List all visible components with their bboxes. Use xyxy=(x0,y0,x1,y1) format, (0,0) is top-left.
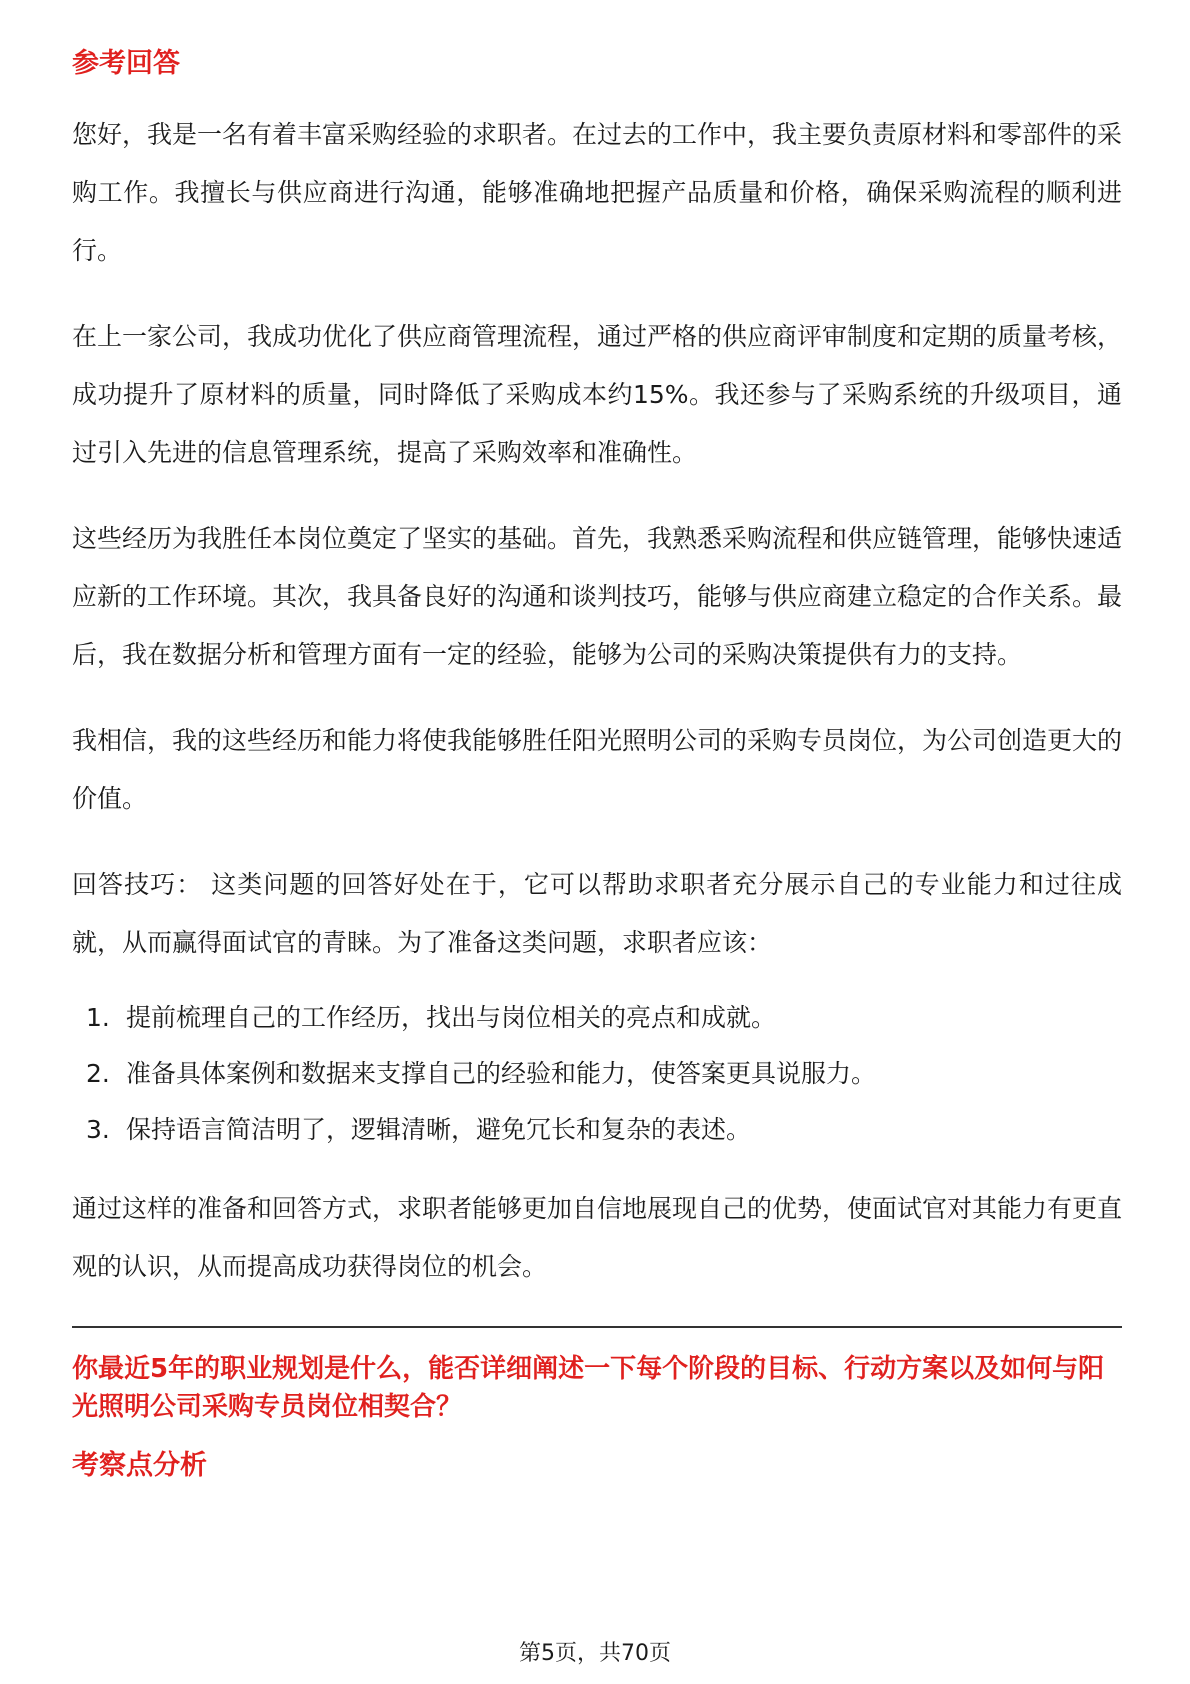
list-item xyxy=(72,1046,1122,1102)
tips-intro: 回答技巧： 这类问题的回答好处在于，它可以帮助求职者充分展示自己的专业能力和过往成就，从而赢得面试官的青睐。为了准备这类问题，求职者应该： xyxy=(72,870,1122,957)
list-text: 保持语言简洁明了，逻辑清晰，避免冗长和复杂的表述。 xyxy=(126,1115,752,1144)
paragraph: 您好，我是一名有着丰富采购经验的求职者。在过去的工作中，我主要负责原材料和零部件的采购工作。我擅长与供应商进行沟通，能够准确地把握产品质量和价格，确保采购流程的顺利进行。 xyxy=(72,120,1123,265)
paragraph: 在上一家公司，我成功优化了供应商管理流程，通过严格的供应商评审制度和定期的质量考核，成功提升了原材料的质量，同时降低了采购成本约15%。我还参与了采购系统的升级项目，通过引入先进的信息管理系统，提高了采购效率和准确性。 xyxy=(72,322,1123,467)
tips-list xyxy=(72,990,1122,1158)
paragraph: 我相信，我的这些经历和能力将使我能够胜任阳光照明公司的采购专员岗位，为公司创造更大的价值。 xyxy=(72,726,1123,813)
section-title: 参考回答 xyxy=(72,48,180,79)
next-question: 你最近5年的职业规划是什么，能否详细阐述一下每个阶段的目标、行动方案以及如何与阳光照明公司采购专员岗位相契合？ xyxy=(72,1354,1105,1422)
page-footer: 第5页，共70页 xyxy=(519,1641,671,1666)
list-text: 准备具体案例和数据来支撑自己的经验和能力，使答案更具说服力。 xyxy=(126,1059,877,1088)
divider xyxy=(72,1326,1122,1328)
content xyxy=(72,44,1122,1486)
closing-paragraph: 通过这样的准备和回答方式，求职者能够更加自信地展现自己的优势，使面试官对其能力有更直观的认识，从而提高成功获得岗位的机会。 xyxy=(72,1194,1123,1281)
paragraph: 这些经历为我胜任本岗位奠定了坚实的基础。首先，我熟悉采购流程和供应链管理，能够快速适应新的工作环境。其次，我具备良好的沟通和谈判技巧，能够与供应商建立稳定的合作关系。最后，我在数据分析和管理方面有一定的经验，能够为公司的采购决策提供有力的支持。 xyxy=(72,524,1123,669)
analysis-title: 考察点分析 xyxy=(72,1450,207,1481)
list-item xyxy=(72,990,1122,1046)
list-number: 1. xyxy=(86,1003,110,1032)
list-number: 3. xyxy=(86,1115,110,1144)
list-item xyxy=(72,1102,1122,1158)
list-number: 2. xyxy=(86,1059,110,1088)
list-text: 提前梳理自己的工作经历，找出与岗位相关的亮点和成就。 xyxy=(126,1003,777,1032)
